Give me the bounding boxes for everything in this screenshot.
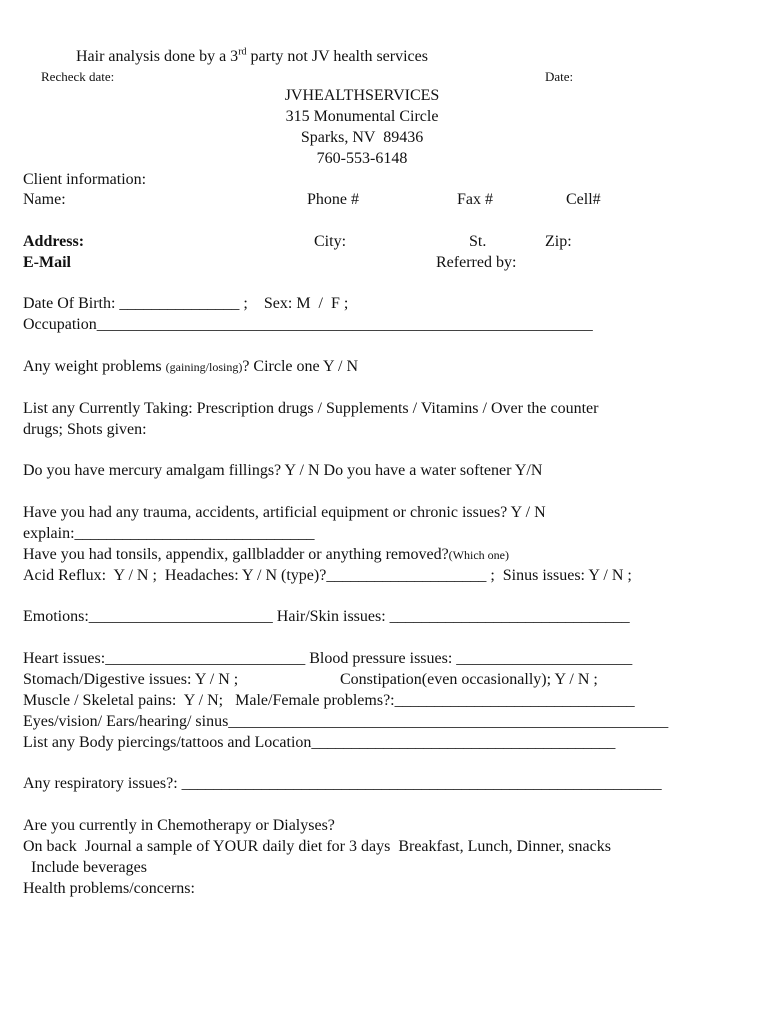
trauma-question: Have you had any trauma, accidents, artificial equipment or chronic issues? Y / N (23, 504, 546, 521)
emotions-hair-skin-line: Emotions:_______________________ Hair/Skin issues: ______________________________ (23, 608, 630, 625)
company-phone: 760-553-6148 (316, 150, 408, 167)
beverages-instruction: Include beverages (23, 859, 147, 876)
acid-headache-sinus-line: Acid Reflux: Y / N ; Headaches: Y / N (type)?____________________ ; Sinus issues: Y / N ; (23, 567, 632, 584)
stomach-question: Stomach/Digestive issues: Y / N ; (23, 671, 239, 688)
muscle-male-female-line: Muscle / Skeletal pains: Y / N; Male/Female problems?:______________________________ (23, 692, 635, 709)
company-city-state-zip: Sparks, NV 89436 (300, 129, 424, 146)
weight-question: Any weight problems (gaining/losing)? Circle one Y / N (23, 358, 358, 375)
referred-by-label: Referred by: (436, 254, 517, 271)
piercings-tattoos-line: List any Body piercings/tattoos and Location______________________________________ (23, 734, 616, 751)
mercury-softener-question: Do you have mercury amalgam fillings? Y / N Do you have a water softener Y/N (23, 462, 543, 479)
heart-bp-line: Heart issues:_________________________ Blood pressure issues: ______________________ (23, 650, 633, 667)
health-concerns-label: Health problems/concerns: (23, 880, 195, 897)
address-label: Address: (23, 233, 85, 250)
client-info-heading: Client information: (23, 171, 147, 188)
removed-question: Have you had tonsils, appendix, gallbladder or anything removed?(Which one) (23, 546, 509, 563)
respiratory-line: Any respiratory issues?: ____________________________________________________________ (23, 775, 662, 792)
recheck-date-label: Recheck date: (41, 69, 115, 84)
hair-analysis-note: Hair analysis done by a 3rd party not JV health services (76, 46, 428, 65)
state-label: St. (469, 233, 487, 250)
journal-instruction: On back Journal a sample of YOUR daily diet for 3 days Breakfast, Lunch, Dinner, snacks (23, 838, 611, 855)
dob-sex-line: Date Of Birth: _______________ ; Sex: M / F ; (23, 295, 349, 312)
meds-question-line2: drugs; Shots given: (23, 421, 147, 438)
cell-label: Cell# (566, 191, 601, 208)
company-name: JVHEALTHSERVICES (284, 87, 440, 104)
eyes-ears-sinus-line: Eyes/vision/ Ears/hearing/ sinus_______________________________________________________ (23, 713, 669, 730)
chemo-question: Are you currently in Chemotherapy or Dialyses? (23, 817, 335, 834)
company-street: 315 Monumental Circle (285, 108, 439, 125)
occupation-line: Occupation______________________________________________________________ (23, 316, 593, 333)
city-label: City: (314, 233, 347, 250)
meds-question-line1: List any Currently Taking: Prescription drugs / Supplements / Vitamins / Over the counter (23, 400, 599, 417)
constipation-question: Constipation(even occasionally); Y / N ; (340, 671, 598, 688)
explain-line: explain:______________________________ (23, 525, 315, 542)
fax-label: Fax # (457, 191, 493, 208)
email-label: E-Mail (23, 254, 71, 271)
date-label: Date: (545, 69, 574, 84)
phone-label: Phone # (307, 191, 359, 208)
name-label: Name: (23, 191, 66, 208)
zip-label: Zip: (545, 233, 572, 250)
